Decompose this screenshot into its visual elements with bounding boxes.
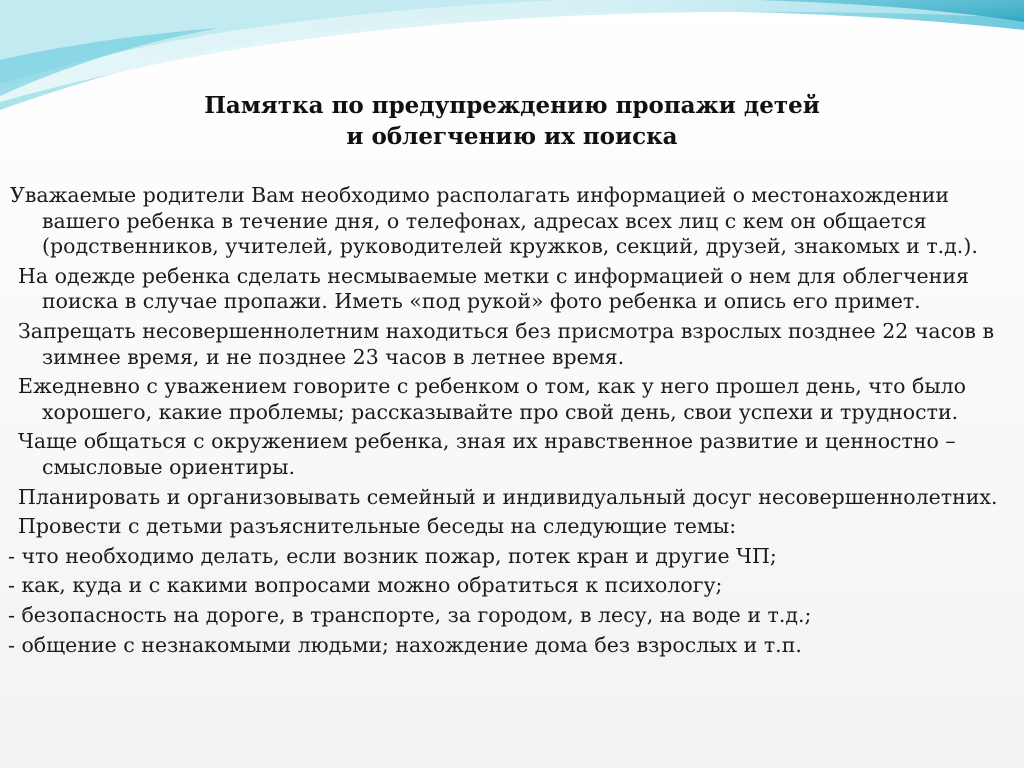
paragraph-social-circle: Чаще общаться с окружением ребенка, зная их нравственное развитие и ценностно – смысловые ориентиры. xyxy=(18,429,956,479)
paragraph-leisure: Планировать и организовывать семейный и индивидуальный досуг несовершеннолетних. xyxy=(18,484,998,509)
paragraph-topics-intro: Провести с детьми разъяснительные беседы на следующие темы: xyxy=(18,514,737,539)
paragraph-clothing-marks: На одежде ребенка сделать несмываемые метки с информацией о нем для облегчения поиска в случае пропажи. Иметь «под рукой» фото ребенка и опись его примет. xyxy=(18,263,969,314)
title-line-2: и облегчению их поиска xyxy=(346,123,678,150)
paragraph-daily-talk: Ежедневно с уважением говорите с ребенком о том, как у него прошел день, что было хорошего, какие проблемы; рассказывайте про свой день, свои успехи и трудности. xyxy=(18,374,967,424)
topic-item: - общение с незнакомыми людьми; нахождение дома без взрослых и т.п. xyxy=(8,632,802,657)
paragraph-curfew: Запрещать несовершеннолетним находиться без присмотра взрослых позднее 22 часов в зимнее время, и не позднее 23 часов в летнее время. xyxy=(18,318,995,369)
topic-item: - как, куда и с какими вопросами можно обратиться к психологу; xyxy=(8,573,723,598)
paragraph-intro: Уважаемые родители Вам необходимо располагать информацией о местонахождении вашего ребенка в течение дня, о телефонах, адресах всех лиц с кем он общается (родственников, учителей, руководителей кружков, секций, друзей, знакомых и т.д.). xyxy=(10,183,978,259)
topic-item: - что необходимо делать, если возник пожар, потек кран и другие ЧП; xyxy=(8,543,777,568)
page-title xyxy=(0,90,1024,152)
body-content xyxy=(8,183,1016,662)
title-line-1: Памятка по предупреждению пропажи детей xyxy=(204,92,820,119)
topic-item: - безопасность на дороге, в транспорте, за городом, в лесу, на воде и т.д.; xyxy=(8,602,812,627)
